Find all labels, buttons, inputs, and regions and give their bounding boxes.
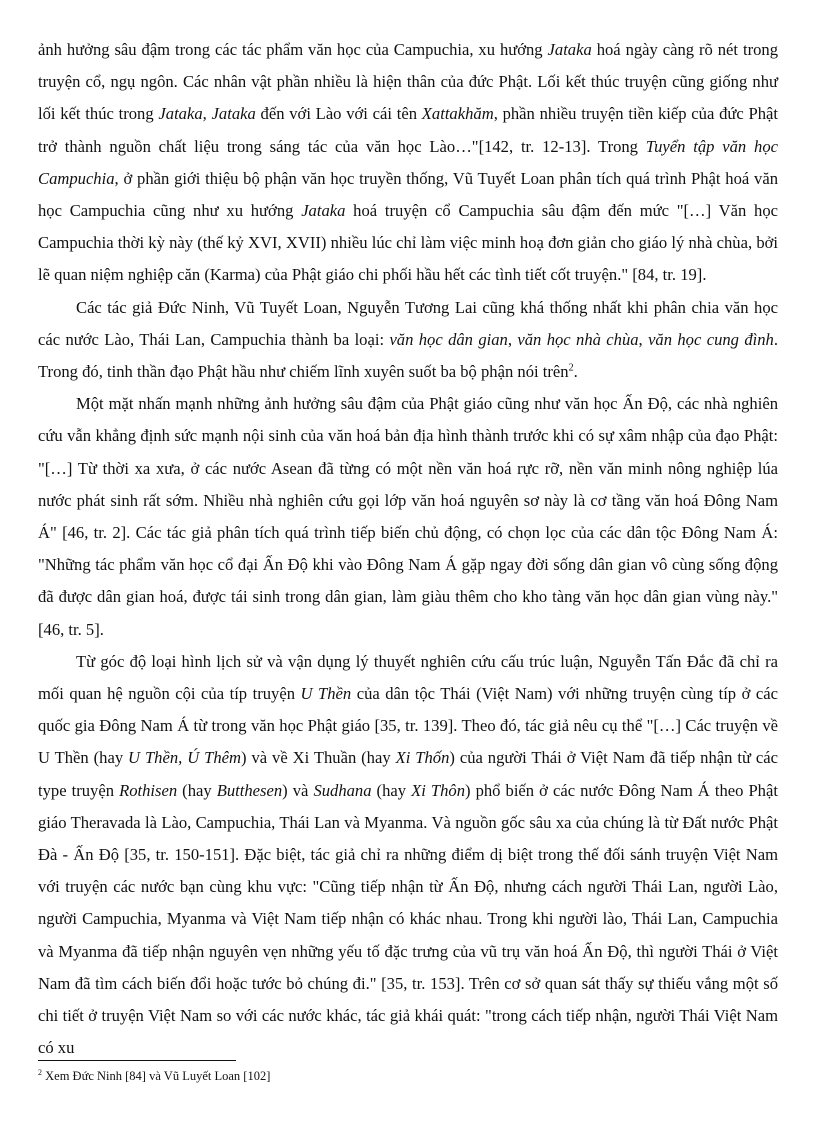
text-run: , bbox=[507, 329, 518, 349]
text-run: (hay bbox=[371, 780, 412, 800]
text-run: Từ góc độ loại hình lịch sử và vận dụng lý thuyết nghiên cứu cấu trúc luận, Nguyễn Tấn Đắc đã chỉ ra mối quan hệ nguồn cội của típ truyện bbox=[38, 651, 778, 704]
text-run: hoá ngày càng rõ nét trong truyện cổ, ngụ ngôn. Các nhân vật phần nhiều là hiện thân của đức Phật. Lối kết thúc truyện cũng giống như lối kết thúc trong bbox=[38, 40, 778, 124]
italic-text: Jataka bbox=[547, 40, 592, 59]
italic-text: Xattakhăm bbox=[421, 104, 494, 124]
text-run: ) và bbox=[282, 780, 314, 800]
text-run: , ở phần giới thiệu bộ phận văn học truyền thống, Vũ Tuyết Loan phân tích quá trình Phật hoá văn học Campuchia cũng như xu hướng bbox=[38, 168, 778, 221]
body-paragraph-1 bbox=[38, 34, 778, 292]
text-run: hoá truyện cổ Campuchia sâu đậm đến mức "[…] Văn học Campuchia thời kỳ này (thế kỷ XVI, XVII) nhiều lúc chỉ làm việc minh hoạ đơn giản cho giáo lý nhà chùa, bởi lẽ quan niệm nghiệp căn (Karma) của Phật giáo chi phối hầu hết các tình tiết cốt truyện." [84, tr. 19]. bbox=[38, 201, 778, 285]
footnote-marker: 2 bbox=[38, 1067, 42, 1077]
text-run: , bbox=[638, 329, 649, 349]
document-page bbox=[38, 34, 778, 1065]
text-run: ảnh hưởng sâu đậm trong các tác phẩm văn học của Campuchia, xu hướng bbox=[38, 40, 548, 59]
italic-text: U Thền bbox=[300, 684, 352, 704]
text-run: ) của người Thái ở Việt Nam đã tiếp nhận từ các type truyện bbox=[38, 748, 778, 800]
italic-text: Jataka bbox=[211, 104, 256, 124]
footnote-separator bbox=[38, 1060, 236, 1061]
text-run: đến với Lào với cái tên bbox=[255, 104, 422, 124]
italic-text: U Thền, Ú Thêm bbox=[128, 748, 241, 768]
text-run: ) và về Xi Thuần (hay bbox=[241, 748, 396, 768]
footnote-ref: 2 bbox=[568, 362, 574, 374]
italic-text: Butthesen bbox=[216, 780, 283, 800]
text-run: . Trong đó, tinh thần đạo Phật hầu như chiếm lĩnh xuyên suốt ba bộ phận nói trên bbox=[38, 329, 778, 382]
body-paragraph-2 bbox=[38, 292, 778, 389]
italic-text: Tuyển tập văn học Campuchia bbox=[38, 136, 778, 188]
footnote bbox=[38, 1068, 778, 1084]
text-run: , phần nhiều truyện tiền kiếp của đức Phật trở thành nguồn chất liệu trong sáng tác của văn học Lào…"[142, tr. 12-13]. Trong bbox=[38, 104, 778, 156]
italic-text: Sudhana bbox=[313, 780, 372, 800]
text-run: (hay bbox=[177, 780, 217, 800]
footnote-text: Xem Đức Ninh [84] và Vũ Luyết Loan [102] bbox=[42, 1069, 271, 1083]
italic-text: Rothisen bbox=[119, 780, 178, 800]
text-run: ) phổ biến ở các nước Đông Nam Á theo Phật giáo Theravada là Lào, Campuchia, Thái Lan và Myanma. Và nguồn gốc sâu xa của chúng là từ Đất nước Phật Đà - Ấn Độ [35, tr. 150-151]. Đặc biệt, tác giả chỉ ra những điểm dị biệt trong thế đối sánh truyện Việt Nam với truyện các nước bạn cùng khu vực: "Cũng tiếp nhận từ Ấn Độ, nhưng cách người Thái Lan, người Lào, người Campuchia, Myanma và Việt Nam tiếp nhận có khác nhau. Trong khi người lào, Thái Lan, Campuchia và Myanma đã tiếp nhận nguyên vẹn những yếu tố đặc trưng của vũ trụ văn hoá Ấn Độ, thì người Thái ở Việt Nam đã tìm cách biến đổi hoặc tước bỏ chúng đi." [35, tr. 153]. Trên cơ sở quan sát thấy sự thiếu vắng một số chi tiết ở truyện Việt Nam so với các nước khác, tác giả khái quát: "trong cách tiếp nhận, người Thái Việt Nam có xu bbox=[38, 780, 778, 1058]
text-run: , bbox=[202, 104, 212, 124]
body-paragraph-3 bbox=[38, 388, 778, 646]
italic-text: văn học dân gian bbox=[389, 329, 508, 349]
italic-text: Xi Thôn bbox=[411, 780, 466, 800]
italic-text: văn học cung đình bbox=[648, 329, 774, 349]
italic-text: Jataka bbox=[301, 201, 346, 221]
italic-text: văn học nhà chùa bbox=[517, 329, 639, 349]
text-run: Các tác giả Đức Ninh, Vũ Tuyết Loan, Nguyễn Tương Lai cũng khá thống nhất khi phân chia văn học các nước Lào, Thái Lan, Campuchia thành ba loại: bbox=[38, 297, 778, 349]
text-run: . bbox=[573, 362, 578, 382]
text-run: Một mặt nhấn mạnh những ảnh hưởng sâu đậm của Phật giáo cũng như văn học Ấn Độ, các nhà nghiên cứu vẫn khẳng định sức mạnh nội sinh của văn hoá bản địa hình thành trước khi có sự xâm nhập của đạo Phật: "[…] Từ thời xa xưa, ở các nước Asean đã từng có một nền văn hoá rực rỡ, nền văn minh nông nghiệp lúa nước phát sinh rất sớm. Nhiều nhà nghiên cứu gọi lớp văn hoá nguyên sơ này là cơ tầng văn hoá Đông Nam Á" [46, tr. 2]. Các tác giả phân tích quá trình tiếp biến chủ động, có chọn lọc của các dân tộc Đông Nam Á: "Những tác phẩm văn học cổ đại Ấn Độ khi vào Đông Nam Á gặp ngay đời sống dân gian vô cùng sống động đã được dân gian hoá, được tái sinh trong dân gian, làm giàu thêm cho kho tàng văn học dân gian vùng này." [46, tr. 5]. bbox=[38, 394, 778, 639]
body-paragraph-4 bbox=[38, 646, 778, 1065]
italic-text: Xi Thốn bbox=[395, 748, 450, 768]
text-run: của dân tộc Thái (Việt Nam) với những truyện cùng típ ở các quốc gia Đông Nam Á từ trong văn học Phật giáo [35, tr. 139]. Theo đó, tác giả nêu cụ thể "[…] Các truyện về U Thền (hay bbox=[38, 684, 778, 768]
italic-text: Jataka bbox=[158, 104, 203, 124]
